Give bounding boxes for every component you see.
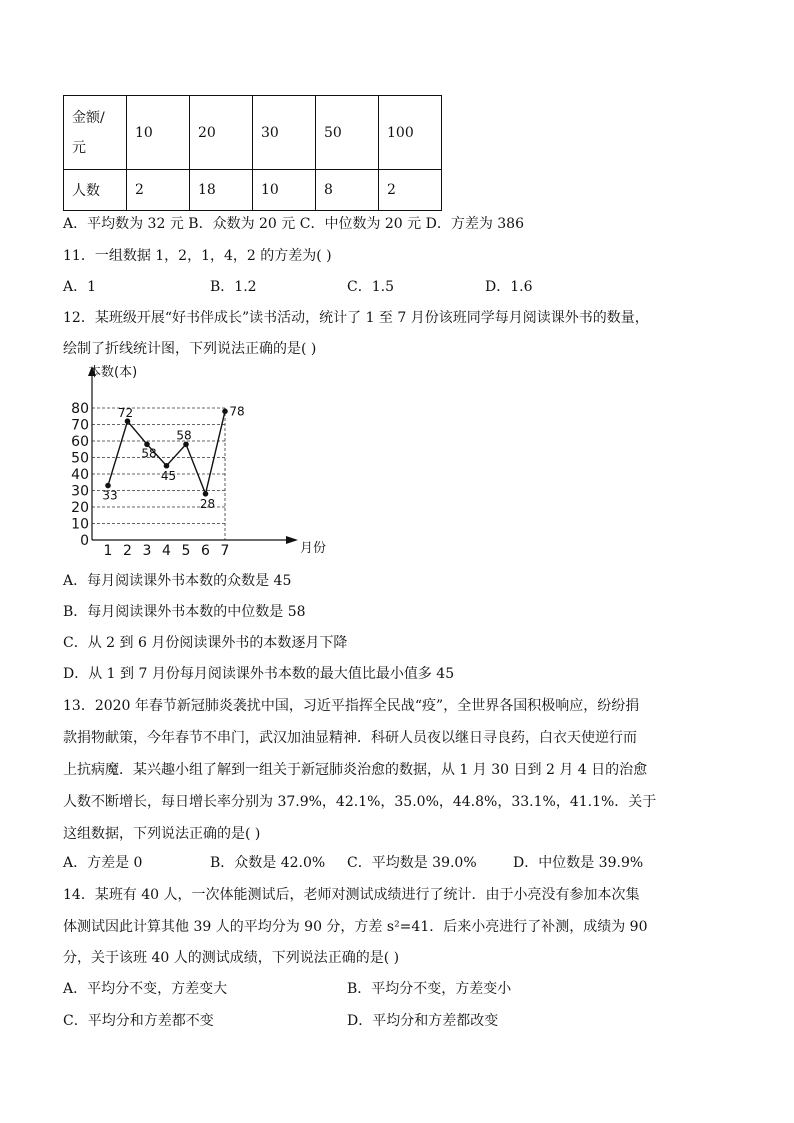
q14-option-c: C．平均分和方差都不变 bbox=[63, 1013, 214, 1029]
x-tick-label: 3 bbox=[142, 543, 152, 559]
x-tick-label: 6 bbox=[201, 543, 210, 559]
x-axis-label: 月份 bbox=[300, 541, 327, 556]
header-line: 元 bbox=[72, 139, 86, 156]
q11-stem: 11．一组数据 1，2，1，4，2 的方差为( ) bbox=[63, 248, 332, 264]
data-label: 72 bbox=[117, 406, 134, 421]
q11-option-a: A．1 bbox=[63, 279, 97, 295]
x-tick-label: 2 bbox=[123, 543, 132, 559]
q13-option-a: A．方差是 0 bbox=[63, 855, 143, 871]
data-label: 28 bbox=[199, 496, 216, 511]
y-tick-label: 40 bbox=[71, 467, 89, 483]
q11-option-d: D．1.6 bbox=[485, 279, 533, 295]
y-tick-label: 10 bbox=[71, 516, 89, 533]
table-cell: 8 bbox=[316, 170, 379, 211]
data-label: 78 bbox=[229, 404, 245, 419]
table-header-cell: 20 bbox=[190, 96, 253, 170]
data-label: 33 bbox=[102, 488, 118, 503]
q13-option-b: B．众数是 42.0% bbox=[210, 855, 326, 871]
q10-options: A．平均数为 32 元 B．众数为 20 元 C．中位数为 20 元 D．方差为 386 bbox=[63, 216, 525, 232]
y-tick-label: 50 bbox=[71, 450, 89, 467]
x-tick-label: 4 bbox=[162, 543, 171, 559]
table-cell: 2 bbox=[127, 170, 190, 211]
q12-stem-line1: 12．某班级开展“好书伴成长”读书活动，统计了 1 至 7 月份该班同学每月阅读课外书的数量， bbox=[63, 310, 649, 326]
q13-line: 这组数据，下列说法正确的是( ) bbox=[63, 826, 261, 842]
q12-stem-line2: 绘制了折线统计图，下列说法正确的是( ) bbox=[63, 341, 317, 357]
table-cell: 10 bbox=[253, 170, 316, 211]
header-line: 金额/ bbox=[72, 109, 105, 126]
data-point bbox=[183, 442, 189, 448]
q13-line: 人数不断增长，每日增长率分别为 37.9%，42.1%，35.0%，44.8%，33.1%，41.1%．关于 bbox=[63, 794, 657, 810]
q14-option-d: D．平均分和方差都改变 bbox=[347, 1013, 499, 1029]
q12-option-d: D．从 1 到 7 月份每月阅读课外书本数的最大值比最小值多 45 bbox=[63, 666, 455, 682]
q12-option-a: A．每月阅读课外书本数的众数是 45 bbox=[63, 573, 292, 589]
x-tick-label: 5 bbox=[181, 543, 191, 559]
y-tick-label: 0 bbox=[80, 533, 89, 549]
q12-option-b: B．每月阅读课外书本数的中位数是 58 bbox=[63, 604, 306, 620]
data-point bbox=[203, 491, 209, 497]
table-cell: 18 bbox=[190, 170, 253, 211]
x-tick-label: 1 bbox=[103, 543, 113, 559]
q11-option-c: C．1.5 bbox=[347, 279, 394, 295]
chart-points bbox=[105, 409, 228, 497]
y-tick-label: 70 bbox=[71, 417, 89, 434]
y-tick-label: 30 bbox=[71, 483, 89, 500]
data-point bbox=[105, 483, 111, 489]
table-header-cell: 10 bbox=[127, 96, 190, 170]
q13-option-d: D．中位数是 39.9% bbox=[513, 855, 644, 871]
table-header-cell: 50 bbox=[316, 96, 379, 170]
q14-option-a: A．平均分不变，方差变大 bbox=[63, 981, 228, 997]
y-tick-label: 60 bbox=[71, 434, 89, 450]
q14-line: 14．某班有 40 人，一次体能测试后，老师对测试成绩进行了统计．由于小亮没有参加本次集 bbox=[63, 887, 640, 903]
q11-option-b: B．1.2 bbox=[210, 279, 257, 295]
table-cell: 人数 bbox=[64, 170, 127, 211]
data-point bbox=[222, 409, 228, 415]
table-header-cell: 100 bbox=[379, 96, 442, 170]
q14-line: 分，关于该班 40 人的测试成绩，下列说法正确的是( ) bbox=[63, 950, 400, 966]
table-cell: 2 bbox=[379, 170, 442, 211]
table-header-cell bbox=[64, 96, 127, 170]
data-label: 45 bbox=[160, 468, 177, 483]
y-tick-label: 20 bbox=[71, 500, 89, 516]
q13-option-c: C．平均数是 39.0% bbox=[347, 855, 477, 871]
data-label: 58 bbox=[176, 428, 192, 443]
table-header-cell: 30 bbox=[253, 96, 316, 170]
x-axis-arrow bbox=[286, 536, 298, 544]
y-axis-label: 本数(本) bbox=[88, 365, 138, 380]
q13-line: 13．2020 年春节新冠肺炎袭扰中国，习近平指挥全民战“疫”，全世界各国积极响应，纷纷捐 bbox=[63, 698, 640, 714]
data-point bbox=[164, 463, 170, 469]
x-tick-label: 7 bbox=[220, 543, 230, 559]
q13-line: 款捐物献策，今年春节不串门，武汉加油显精神．科研人员夜以继日寻良药，白衣天使逆行而 bbox=[63, 730, 637, 746]
q14-line: 体测试因此计算其他 39 人的平均分为 90 分，方差 s²=41．后来小亮进行了补测，成绩为 90 bbox=[63, 919, 648, 935]
line-chart bbox=[70, 360, 330, 560]
q14-option-b: B．平均分不变，方差变小 bbox=[347, 981, 512, 997]
q12-option-c: C．从 2 到 6 月份阅读课外书的本数逐月下降 bbox=[63, 635, 348, 651]
chart-axes bbox=[88, 366, 298, 544]
amount-table bbox=[63, 95, 442, 211]
y-tick-label: 80 bbox=[71, 401, 89, 417]
q13-line: 上抗病魔．某兴趣小组了解到一组关于新冠肺炎治愈的数据，从 1 月 30 日到 2 月 4 日的治愈 bbox=[63, 762, 648, 778]
data-label: 58 bbox=[141, 446, 157, 461]
